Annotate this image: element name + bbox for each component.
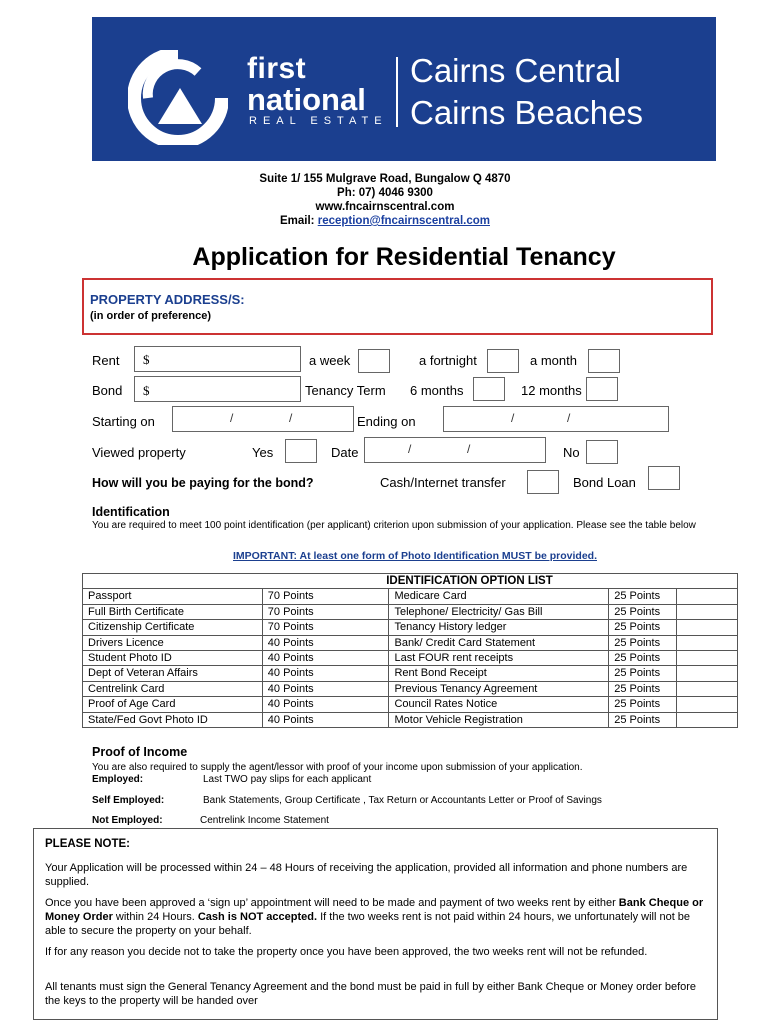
note-p2-a: Once you have been approved a ‘sign up’ appointment will need to be made and payment of two weeks rent by either [45,897,619,909]
id-points-left: 70 Points [262,589,389,604]
end-date-sep-1: / [511,411,515,425]
rent-fortnight-checkbox[interactable] [487,349,519,373]
office-cairns-central: Cairns Central [410,52,621,89]
id-blank-cell [677,589,738,604]
id-points-left: 40 Points [262,712,389,727]
cash-transfer-label: Cash/Internet transfer [380,475,506,490]
note-paragraph-1: Your Application will be processed within 24 – 48 Hours of receiving the application, provided all information and phone numbers are supplied. [45,862,688,888]
income-text: You are also required to supply the agent/lessor with proof of your income upon submission of your application. [92,762,583,773]
id-name-left: Citizenship Certificate [83,620,263,635]
ending-on-label: Ending on [357,414,416,429]
photo-id-important: IMPORTANT: At least one form of Photo Identification MUST be provided. [233,550,597,562]
note-paragraph-3: If for any reason you decide not to take the property once you have been approved, the two weeks rent will not be refunded. [45,946,648,958]
brand-national: national [247,82,366,117]
starting-on-label: Starting on [92,414,155,429]
table-row [83,604,738,619]
id-points-right: 25 Points [609,635,677,650]
brand-first: first [247,52,307,85]
id-points-right: 25 Points [609,681,677,696]
table-row [83,620,738,635]
id-points-left: 40 Points [262,666,389,681]
viewed-no-label: No [563,445,580,460]
viewed-date-label: Date [331,445,359,460]
id-points-right: 25 Points [609,604,677,619]
rent-month-checkbox[interactable] [588,349,620,373]
page-title: Application for Residential Tenancy [192,243,616,271]
self-employed-value: Bank Statements, Group Certificate , Tax Return or Accountants Letter or Proof of Savings [203,795,602,806]
not-employed-label: Not Employed: [92,815,163,826]
id-blank-cell [677,651,738,666]
six-months-label: 6 months [410,383,464,398]
contact-website: www.fncairnscentral.com [315,201,455,213]
id-name-left: Student Photo ID [83,651,263,666]
rent-week-checkbox[interactable] [358,349,390,373]
id-name-left: State/Fed Govt Photo ID [83,712,263,727]
id-name-right: Tenancy History ledger [389,620,609,635]
id-name-right: Rent Bond Receipt [389,666,609,681]
start-date-sep-2: / [289,411,293,425]
viewed-no-checkbox[interactable] [586,440,618,464]
table-row [83,635,738,650]
viewed-date-sep-1: / [408,442,412,456]
table-row [83,651,738,666]
id-points-right: 25 Points [609,712,677,727]
id-name-right: Previous Tenancy Agreement [389,681,609,696]
id-name-left: Drivers Licence [83,635,263,650]
property-address-label: PROPERTY ADDRESS/S: [90,292,245,307]
brand-real-estate: REAL ESTATE [249,115,388,127]
id-points-right: 25 Points [609,666,677,681]
id-table-header: IDENTIFICATION OPTION LIST [262,574,676,589]
note-paragraph-4: All tenants must sign the General Tenancy Agreement and the bond must be paid in full by either Bank Cheque or Money order before the keys to the property will be handed over [45,981,697,1007]
id-name-left: Dept of Veteran Affairs [83,666,263,681]
table-row [83,712,738,727]
bond-loan-label: Bond Loan [573,475,636,490]
contact-email-line [0,214,770,229]
id-name-left: Proof of Age Card [83,697,263,712]
viewed-date-field[interactable] [364,437,546,463]
identification-table [82,573,738,728]
bond-payment-question: How will you be paying for the bond? [92,476,314,490]
id-name-right: Last FOUR rent receipts [389,651,609,666]
office-cairns-beaches: Cairns Beaches [410,94,643,131]
rent-fortnight-label: a fortnight [419,353,477,368]
table-row [83,681,738,696]
note-p2-c: within 24 Hours. [112,911,198,923]
twelve-months-label: 12 months [521,383,582,398]
id-points-left: 40 Points [262,635,389,650]
note-p2-cash-not-accepted: Cash is NOT accepted. [197,911,318,923]
brand-divider [396,57,398,127]
rent-amount-field[interactable] [134,346,301,372]
contact-address: Suite 1/ 155 Mulgrave Road, Bungalow Q 4870 [259,173,511,185]
bond-amount-field[interactable] [134,376,301,402]
viewed-property-label: Viewed property [92,445,186,460]
id-name-right: Bank/ Credit Card Statement [389,635,609,650]
id-blank-cell [677,666,738,681]
start-date-field[interactable] [172,406,354,432]
id-points-right: 25 Points [609,651,677,666]
tenancy-term-label: Tenancy Term [305,383,386,398]
table-row [83,666,738,681]
id-points-left: 40 Points [262,697,389,712]
rent-week-label: a week [309,353,351,368]
id-name-right: Telephone/ Electricity/ Gas Bill [389,604,609,619]
twelve-months-checkbox[interactable] [586,377,618,401]
id-name-left: Full Birth Certificate [83,604,263,619]
id-name-left: Passport [83,589,263,604]
employed-label: Employed: [92,774,144,785]
id-points-right: 25 Points [609,697,677,712]
table-row [83,697,738,712]
six-months-checkbox[interactable] [473,377,505,401]
note-p2-bank-cheque: Bank Cheque or Money Order [45,897,704,923]
end-date-field[interactable] [443,406,669,432]
bond-loan-checkbox[interactable] [648,466,680,490]
bond-currency: $ [143,383,150,398]
viewed-yes-label: Yes [252,445,274,460]
start-date-sep-1: / [230,411,234,425]
not-employed-value: Centrelink Income Statement [200,815,329,826]
note-p2-e: If the two weeks rent is not paid within 24 hours, we unfortunately will not be able to secure the property on your behalf. [45,911,691,937]
note-paragraph-2 [45,896,707,938]
proof-of-income-heading: Proof of Income [92,745,188,759]
email-label: Email: [280,215,318,227]
property-address-sub: (in order of preference) [90,310,212,322]
rent-month-label: a month [530,353,577,368]
id-blank-cell [677,681,738,696]
id-points-left: 40 Points [262,681,389,696]
id-table-header-row [83,574,738,589]
id-blank-cell [677,635,738,650]
identification-text: You are required to meet 100 point identification (per applicant) criterion upon submission of your application. Please see the table below [92,520,696,531]
id-name-right: Medicare Card [389,589,609,604]
viewed-yes-checkbox[interactable] [285,439,317,463]
rent-label: Rent [92,353,120,368]
id-blank-cell [677,604,738,619]
id-blank-cell [677,697,738,712]
email-link[interactable]: reception@fncairnscentral.com [317,215,490,227]
please-note-heading: PLEASE NOTE: [45,838,130,850]
rent-currency: $ [143,352,150,367]
id-name-right: Council Rates Notice [389,697,609,712]
id-blank-cell [677,712,738,727]
id-points-left: 70 Points [262,620,389,635]
viewed-date-sep-2: / [467,442,471,456]
employed-value: Last TWO pay slips for each applicant [203,774,372,785]
id-points-left: 40 Points [262,651,389,666]
self-employed-label: Self Employed: [92,795,165,806]
cash-transfer-checkbox[interactable] [527,470,559,494]
id-blank-cell [677,620,738,635]
id-points-left: 70 Points [262,604,389,619]
end-date-sep-2: / [567,411,571,425]
id-points-right: 25 Points [609,620,677,635]
table-row [83,589,738,604]
identification-heading: Identification [92,505,170,519]
id-points-right: 25 Points [609,589,677,604]
id-name-left: Centrelink Card [83,681,263,696]
first-national-logo-icon [128,50,228,145]
contact-phone: Ph: 07) 4046 9300 [337,187,433,199]
id-name-right: Motor Vehicle Registration [389,712,609,727]
bond-label: Bond [92,383,123,398]
